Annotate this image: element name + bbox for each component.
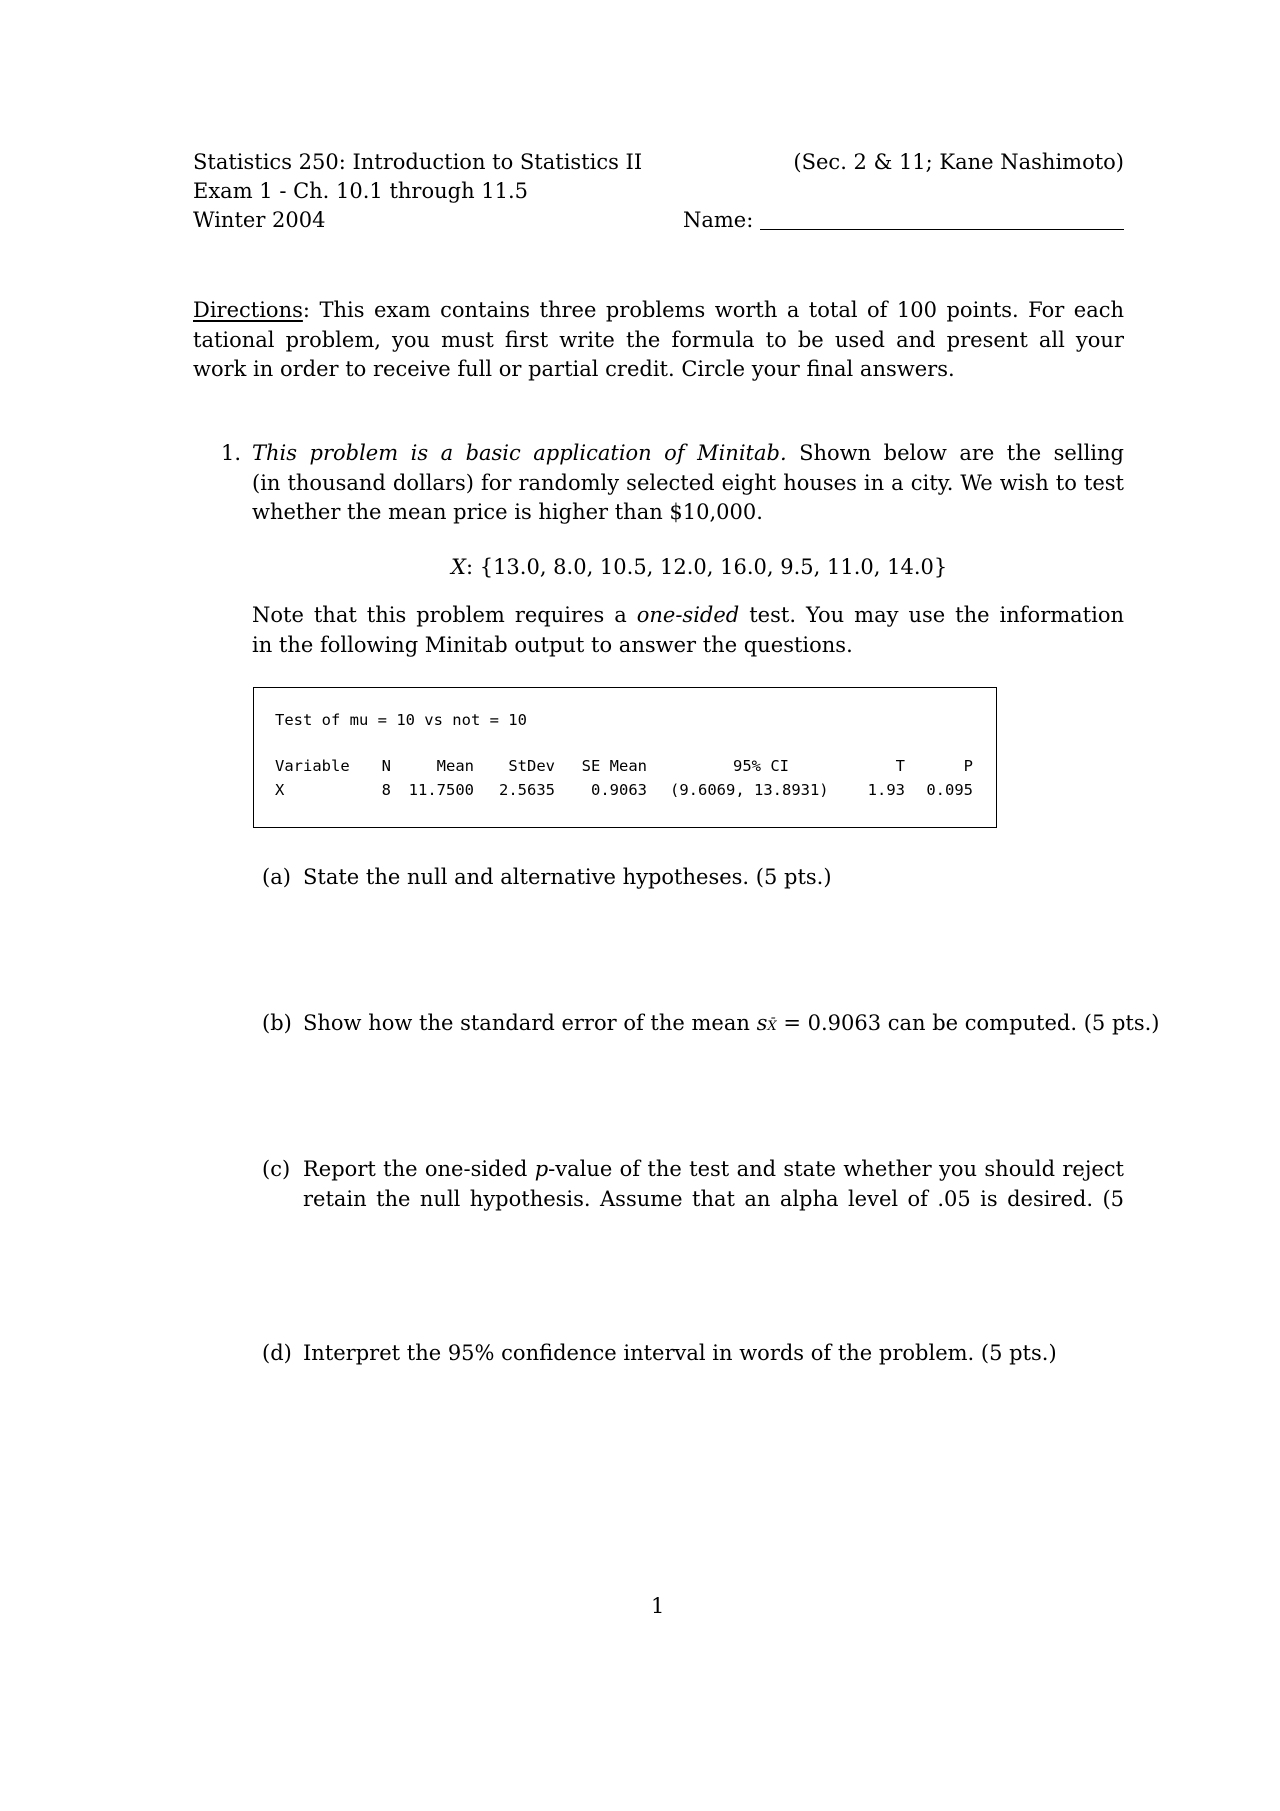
directions-block <box>193 296 1124 385</box>
col-header-mean: Mean <box>436 757 474 775</box>
data-set <box>451 553 947 582</box>
col-header-p: P <box>963 757 973 775</box>
note-line-1: Note that this problem requires a one-sided test. You may use the information <box>252 603 1124 627</box>
problem-1-line-1: This problem is a basic application of Minitab. Shown below are the selling <box>252 441 1124 465</box>
col-header-n: N <box>381 757 391 775</box>
exam-title: Exam 1 - Ch. 10.1 through 11.5 <box>193 179 529 203</box>
course-title: Statistics 250: Introduction to Statistics II <box>193 150 643 174</box>
page-number: 1 <box>651 1594 665 1618</box>
directions-line-1: Directions: This exam contains three problems worth a total of 100 points. For each <box>193 298 1124 322</box>
part-c-text <box>303 1155 1124 1214</box>
col-header-ci: 95% CI <box>733 757 789 775</box>
row-mean: 11.7500 <box>408 781 474 799</box>
minitab-output-box <box>253 687 997 828</box>
directions-line-2: tational problem, you must first write the formula to be used and present all your <box>193 327 1124 352</box>
note-line-2: in the following Minitab output to answer the questions. <box>252 632 853 657</box>
col-header-t: T <box>895 757 905 775</box>
exam-term: Winter 2004 <box>193 208 326 232</box>
part-a-text: State the null and alternative hypotheses. (5 pts.) <box>303 865 832 889</box>
section-instructor: (Sec. 2 & 11; Kane Nashimoto) <box>793 150 1124 174</box>
minitab-test-line: Test of mu = 10 vs not = 10 <box>275 711 527 729</box>
part-d-label: (d) <box>262 1341 292 1365</box>
part-b-text: Show how the standard error of the mean sX̄ = 0.9063 can be computed. (5 pts.) <box>303 1011 1160 1035</box>
problem-1-intro <box>252 439 1124 528</box>
row-t: 1.93 <box>867 781 905 799</box>
directions-label: Directions <box>193 298 303 322</box>
row-stdev: 2.5635 <box>499 781 555 799</box>
name-blank-line <box>760 229 1124 230</box>
part-d-text: Interpret the 95% confidence interval in words of the problem. (5 pts.) <box>303 1341 1057 1365</box>
col-header-variable: Variable <box>275 757 350 775</box>
problem-1-line-2: (in thousand dollars) for randomly selected eight houses in a city. We wish to test <box>252 470 1124 495</box>
problem-1-line-3: whether the mean price is higher than $10,000. <box>252 500 763 524</box>
row-n: 8 <box>381 781 391 799</box>
row-p: 0.095 <box>926 781 973 799</box>
data-variable: X <box>451 555 466 579</box>
name-label: Name: <box>683 208 754 232</box>
problem-1-number: 1. <box>221 441 242 465</box>
part-c-label: (c) <box>262 1157 291 1181</box>
col-header-se-mean: SE Mean <box>581 757 647 775</box>
directions-line-3: work in order to receive full or partial credit. Circle your final answers. <box>193 357 955 381</box>
problem-1-note <box>252 601 1124 660</box>
std-error-subscript: X̄ <box>767 1019 777 1034</box>
row-ci: (9.6069, 13.8931) <box>670 781 829 799</box>
row-variable: X <box>275 781 285 799</box>
part-a-label: (a) <box>262 865 291 889</box>
data-values: : {13.0, 8.0, 10.5, 12.0, 16.0, 9.5, 11.0, 14.0} <box>465 555 948 579</box>
row-se-mean: 0.9063 <box>591 781 647 799</box>
part-c-line-2: retain the null hypothesis. Assume that an alpha level of .05 is desired. (5 <box>303 1186 1124 1211</box>
std-error-symbol: s <box>756 1011 768 1035</box>
part-b-label: (b) <box>262 1011 292 1035</box>
col-header-stdev: StDev <box>508 757 555 775</box>
part-c-line-1: Report the one-sided p-value of the test and state whether you should reject <box>303 1157 1124 1181</box>
